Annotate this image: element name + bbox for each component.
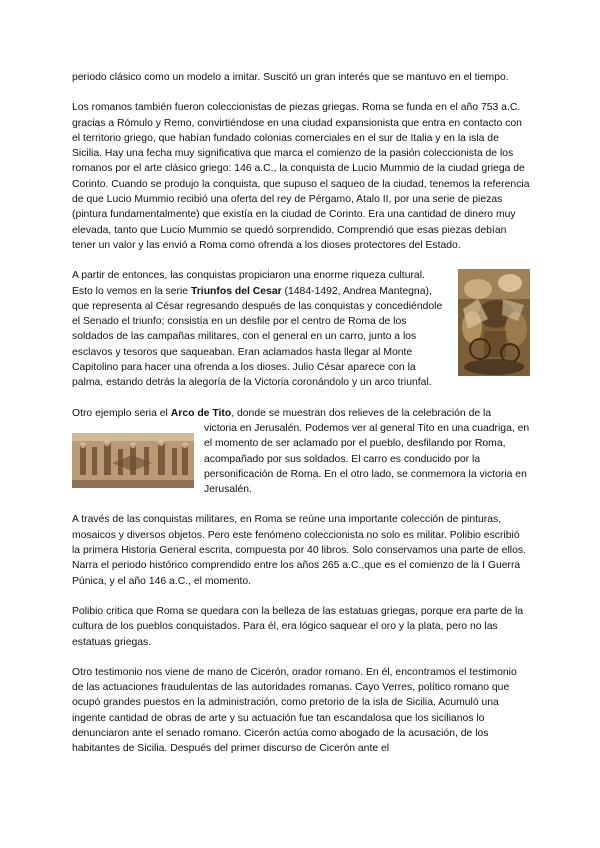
paragraph-6: Polibio critica que Roma se quedara con la belleza de las estatuas griegas, porque era parte de la cultura de los pueblos conquistados. Para él, era lógico saquear el oro y la plata, pero no las estatuas griegas. [72,605,524,648]
paragraph-4 [72,406,530,498]
paragraph-1: periodo clásico como un modelo a imitar. Suscitó un gran interés que se mantuvo en el tiempo. [72,72,509,83]
triunfos-del-cesar-title: Triunfos del Cesar [190,285,282,297]
arco-de-tito-image [72,433,194,488]
arco-de-tito-title: Arco de Tito [170,407,232,419]
paragraph-4-text-a: Otro ejemplo seria el [72,407,171,419]
paragraph-2: Los romanos también fueron coleccionistas de piezas griegas. Roma se funda en el año 753 a.C. gracias a Rómulo y Remo, convirtiéndose en una ciudad expansionista que entra en contacto con el territorio griego, que habían fundado colonias comerciales en el sur de Italia y en la isla de Sicilia. Hay una fecha muy significativa que marca el comienzo de la pasión coleccionista de los romanos por el arte clásico griego: 146 a.C., la conquista de Lucio Mummio de la ciudad griega de Corinto. Cuando se produjo la conquista, que supuso el saqueo de la ciudad, tenemos la referencia de que Lucio Mummio recibió una oferta del rey de Pérgamo, Atalo II, por una serie de piezas (pintura fundamentalmente) que existía en la ciudad de Corinto. Era una cantidad de dinero muy elevada, tanto que Lucio Mummio se quedó sorprendido. Comprendió que esas piezas debían tener un valor y las envió a Roma como ofrenda a los dioses protectores del Estado. [72,102,530,251]
paragraph-7: Otro testimonio nos viene de mano de Cicerón, orador romano. En él, encontramos el testimonio de las actuaciones fraudulentas de las autoridades romanas. Cayo Verres, político romano que ocupó grandes puestos en la administración, como pretorio de la isla de Sicilia. Acumuló una ingente cantidad de obras de arte y su actuación fue tan escandalosa que los sicilianos lo denunciaron ante el senado romano. Cicerón actúa como abogado de la acusación, de los habitantes de Sicilia. Después del primer discurso de Cicerón ante el [72,666,517,755]
paragraph-4-body: victoria en Jerusalén. Podemos ver al general Tito en una cuadriga, en el momento de ser aclamado por el pueblo, desfilando por Roma, acompañado por sus soldados. El carro es conducido por la personificación de Roma. En el otro lado, se conmemora la victoria en Jerusalén. [204,422,530,496]
paragraph-5: A través de las conquistas militares, en Roma se reúne una importante colección de pinturas, mosaicos y diversos objetos. Pero este fenómeno coleccionista no solo es militar. Polibio escribió la primera Historia General escrita, compuesta por 40 libros. Solo conservamos una parte de ellos. Narra el periodo histórico comprendido entre los años 265 a.C.,que es el comienzo de la I Guerra Púnica, y el año 146 a.C., el momento. [72,514,526,587]
document-page [72,70,530,772]
paragraph-3-text-b: (1484-1492, Andrea Mantegna), que representa al César regresando después de las conquistas y concediéndole el Senado el triunfo; consistía en un desfile por el centro de Roma de los soldados de las campañas militares, con el general en un carro, junto a los esclavos y tesoros que saqueaban. Eran aclamados hasta llegar al Monte Capitolino para hacer una ofrenda a los dioses. Julio César aparece con la palma, estando detrás la alegoría de la Victoria coronándolo y un arco triunfal. [72,285,443,389]
paragraph-4-line-1 [72,406,530,421]
paragraph-4-text-b: , donde se muestran dos relieves de la celebración de la [231,407,492,419]
paragraph-3-text-a: A partir de entonces, las conquistas propiciaron una enorme riqueza cultural. Esto lo vemos en la serie [72,270,425,297]
triunfos-del-cesar-image [458,269,530,376]
